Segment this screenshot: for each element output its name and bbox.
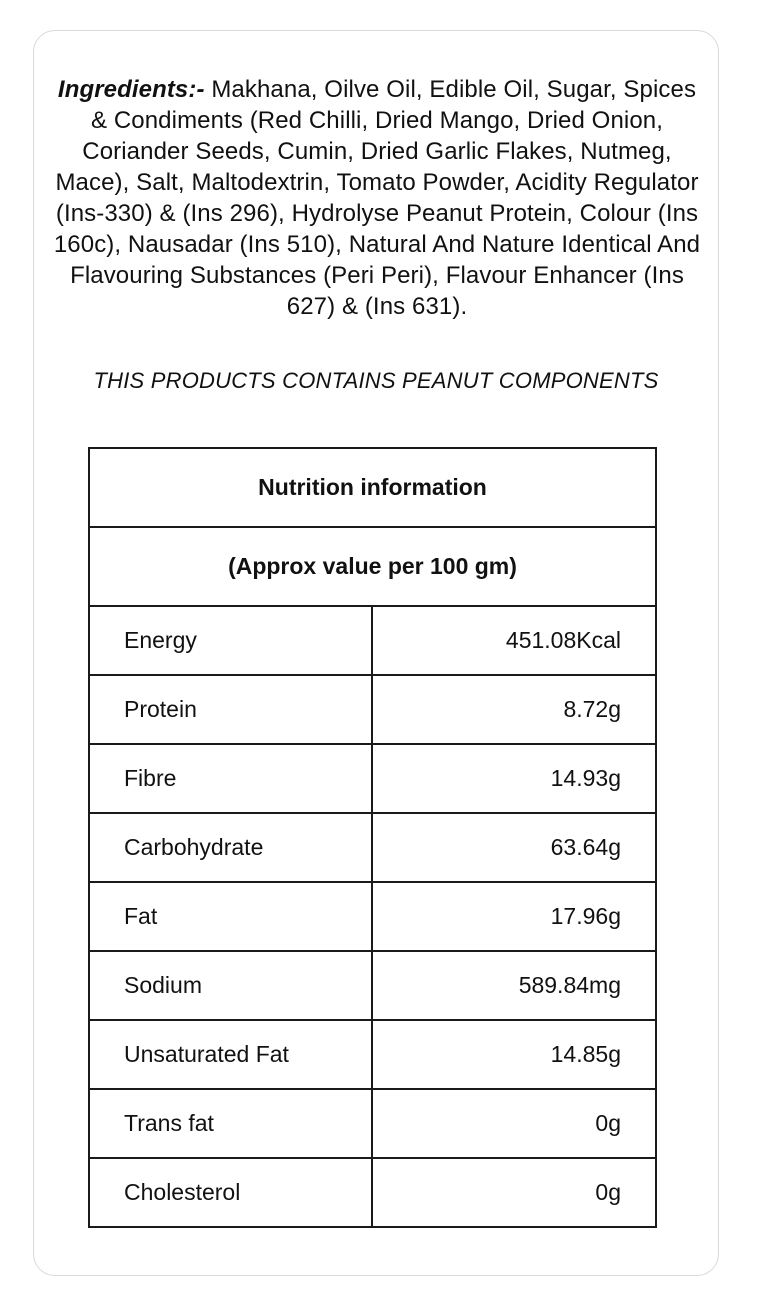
nutrient-name: Cholesterol [89,1158,372,1227]
ingredients-label: Ingredients:- [57,76,205,103]
nutrient-value: 14.93g [372,744,656,813]
nutrient-name: Energy [89,606,372,675]
nutrient-name: Fat [89,882,372,951]
table-row [89,675,656,744]
nutrient-value: 589.84mg [372,951,656,1020]
nutrient-name: Unsaturated Fat [89,1020,372,1089]
nutrient-name: Carbohydrate [89,813,372,882]
nutrient-name: Sodium [89,951,372,1020]
ingredients-list: Makhana, Oilve Oil, Edible Oil, Sugar, Spices & Condiments (Red Chilli, Dried Mango, Dried Onion, Coriander Seeds, Cumin, Dried Garlic Flakes, Nutmeg, Mace), Salt, Maltodextrin, Tomato Powder, Acidity Regulator (Ins-330) & (Ins 296), Hydrolyse Peanut Protein, Colour (Ins 160c), Nausadar (Ins 510), Natural And Nature Identical And Flavouring Substances (Peri Peri), Flavour Enhancer (Ins 627) & (Ins 631). [53,76,701,320]
table-row [89,882,656,951]
nutrition-title-row [89,448,656,527]
nutrition-table [88,447,657,1228]
table-row [89,744,656,813]
nutrient-value: 63.64g [372,813,656,882]
nutrient-name: Trans fat [89,1089,372,1158]
nutrient-value: 14.85g [372,1020,656,1089]
nutrient-value: 0g [372,1158,656,1227]
table-row [89,606,656,675]
table-row [89,1020,656,1089]
nutrient-value: 8.72g [372,675,656,744]
nutrition-title: Nutrition information [89,448,656,527]
ingredients-text [52,74,702,322]
nutrient-value: 0g [372,1089,656,1158]
nutrient-name: Fibre [89,744,372,813]
table-row [89,951,656,1020]
table-row [89,813,656,882]
allergen-warning: THIS PRODUCTS CONTAINS PEANUT COMPONENTS [93,368,659,393]
nutrient-value: 451.08Kcal [372,606,656,675]
table-row [89,1089,656,1158]
nutrient-value: 17.96g [372,882,656,951]
table-row [89,1158,656,1227]
nutrition-subtitle-row [89,527,656,606]
nutrient-name: Protein [89,675,372,744]
nutrition-subtitle: (Approx value per 100 gm) [89,527,656,606]
